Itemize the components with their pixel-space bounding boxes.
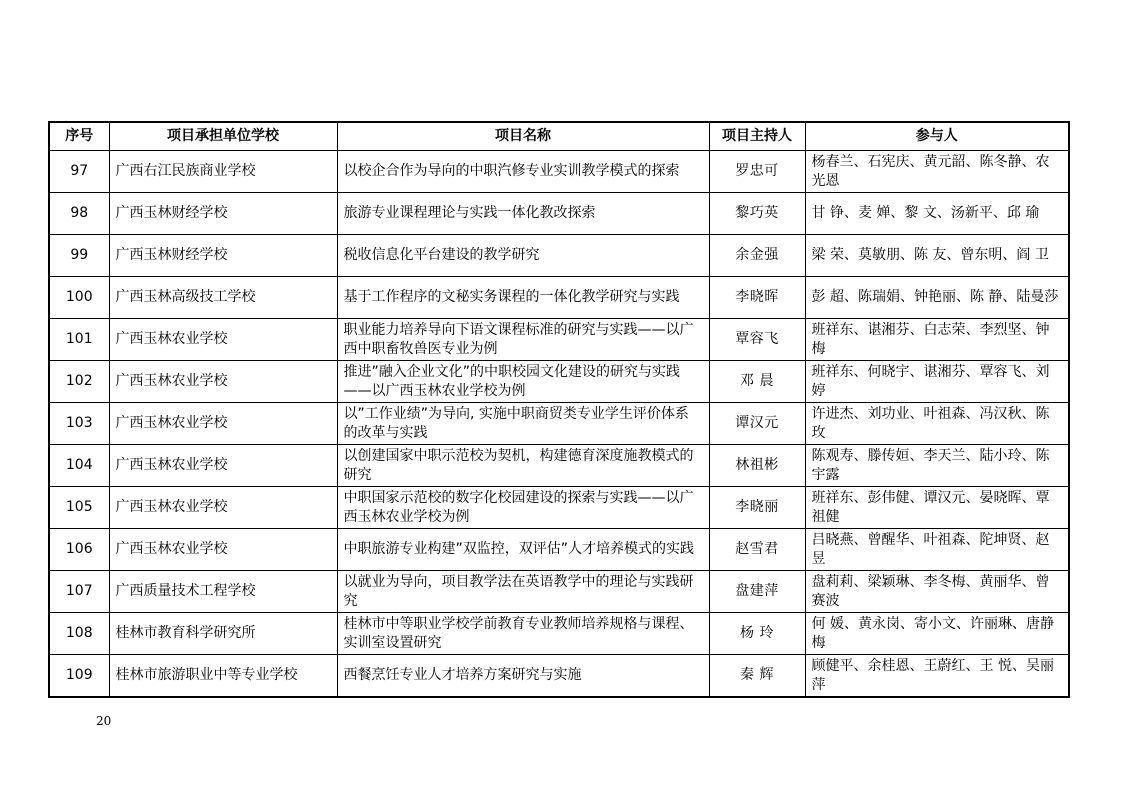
cell-host: 赵雪君 — [709, 529, 805, 571]
cell-unit: 桂林市旅游职业中等专业学校 — [109, 655, 337, 698]
header-unit: 项目承担单位学校 — [109, 122, 337, 151]
cell-unit: 广西玉林财经学校 — [109, 193, 337, 235]
project-table — [48, 121, 1070, 698]
header-participants: 参与人 — [805, 122, 1069, 151]
cell-participants: 班祥东、谌湘芬、白志荣、李烈坚、钟 梅 — [805, 319, 1069, 361]
cell-participants: 陈观寿、滕传姮、李天兰、陆小玲、陈宇露 — [805, 445, 1069, 487]
cell-unit: 广西右江民族商业学校 — [109, 151, 337, 193]
cell-project-name: 旅游专业课程理论与实践一体化教改探索 — [337, 193, 709, 235]
cell-unit: 广西质量技术工程学校 — [109, 571, 337, 613]
cell-participants: 甘 铮、麦 婵、黎 文、汤新平、邱 瑜 — [805, 193, 1069, 235]
cell-participants: 顾健平、余桂恩、王蔚红、王 悦、吴丽萍 — [805, 655, 1069, 698]
cell-host: 邓 晨 — [709, 361, 805, 403]
table-row — [49, 571, 1069, 613]
cell-project-name: 以就业为导向，项目教学法在英语教学中的理论与实践研究 — [337, 571, 709, 613]
cell-unit: 桂林市教育科学研究所 — [109, 613, 337, 655]
table-row — [49, 361, 1069, 403]
cell-unit: 广西玉林农业学校 — [109, 445, 337, 487]
cell-host: 盘建萍 — [709, 571, 805, 613]
cell-no: 102 — [49, 361, 109, 403]
cell-host: 覃容飞 — [709, 319, 805, 361]
table-row — [49, 403, 1069, 445]
cell-host: 秦 辉 — [709, 655, 805, 698]
cell-no: 105 — [49, 487, 109, 529]
cell-no: 107 — [49, 571, 109, 613]
cell-project-name: 中职旅游专业构建”双监控，双评估”人才培养模式的实践 — [337, 529, 709, 571]
cell-no: 103 — [49, 403, 109, 445]
cell-no: 106 — [49, 529, 109, 571]
table-row — [49, 529, 1069, 571]
cell-host: 李晓晖 — [709, 277, 805, 319]
cell-participants: 杨春兰、石宪庆、黄元韶、陈冬静、农光恩 — [805, 151, 1069, 193]
cell-project-name: 西餐烹饪专业人才培养方案研究与实施 — [337, 655, 709, 698]
cell-no: 109 — [49, 655, 109, 698]
cell-unit: 广西玉林农业学校 — [109, 529, 337, 571]
cell-unit: 广西玉林财经学校 — [109, 235, 337, 277]
header-host: 项目主持人 — [709, 122, 805, 151]
cell-host: 黎巧英 — [709, 193, 805, 235]
cell-participants: 盘莉莉、梁颖琳、李冬梅、黄丽华、曾赛波 — [805, 571, 1069, 613]
table-row — [49, 445, 1069, 487]
table-row — [49, 277, 1069, 319]
cell-no: 108 — [49, 613, 109, 655]
page-number: 20 — [96, 714, 112, 728]
header-project-name: 项目名称 — [337, 122, 709, 151]
table-row — [49, 319, 1069, 361]
cell-no: 100 — [49, 277, 109, 319]
cell-project-name: 职业能力培养导向下语文课程标准的研究与实践——以广西中职畜牧兽医专业为例 — [337, 319, 709, 361]
cell-unit: 广西玉林农业学校 — [109, 319, 337, 361]
cell-project-name: 基于工作程序的文秘实务课程的一体化教学研究与实践 — [337, 277, 709, 319]
table-row — [49, 487, 1069, 529]
cell-no: 97 — [49, 151, 109, 193]
table-row — [49, 235, 1069, 277]
cell-unit: 广西玉林农业学校 — [109, 487, 337, 529]
cell-no: 101 — [49, 319, 109, 361]
cell-project-name: 中职国家示范校的数字化校园建设的探索与实践——以广西玉林农业学校为例 — [337, 487, 709, 529]
cell-project-name: 以”工作业绩”为导向, 实施中职商贸类专业学生评价体系的改革与实践 — [337, 403, 709, 445]
cell-participants: 吕晓燕、曾醒华、叶祖森、陀坤贤、赵 昱 — [805, 529, 1069, 571]
cell-participants: 班祥东、何晓宇、谌湘芬、覃容飞、刘 婷 — [805, 361, 1069, 403]
cell-participants: 许进杰、刘功业、叶祖森、冯汉秋、陈 玫 — [805, 403, 1069, 445]
cell-project-name: 以创建国家中职示范校为契机，构建德育深度施教模式的研究 — [337, 445, 709, 487]
cell-no: 98 — [49, 193, 109, 235]
cell-project-name: 推进”融入企业文化”的中职校园文化建设的研究与实践——以广西玉林农业学校为例 — [337, 361, 709, 403]
cell-participants: 何 媛、黄永岗、寄小文、许丽琳、唐静梅 — [805, 613, 1069, 655]
cell-project-name: 以校企合作为导向的中职汽修专业实训教学模式的探索 — [337, 151, 709, 193]
table-row — [49, 655, 1069, 698]
cell-participants: 班祥东、彭伟健、谭汉元、晏晓晖、覃祖健 — [805, 487, 1069, 529]
cell-host: 余金强 — [709, 235, 805, 277]
cell-host: 罗忠可 — [709, 151, 805, 193]
cell-unit: 广西玉林高级技工学校 — [109, 277, 337, 319]
cell-no: 104 — [49, 445, 109, 487]
table-row — [49, 613, 1069, 655]
cell-unit: 广西玉林农业学校 — [109, 403, 337, 445]
cell-host: 谭汉元 — [709, 403, 805, 445]
header-no: 序号 — [49, 122, 109, 151]
cell-project-name: 税收信息化平台建设的教学研究 — [337, 235, 709, 277]
cell-project-name: 桂林市中等职业学校学前教育专业教师培养规格与课程、实训室设置研究 — [337, 613, 709, 655]
cell-host: 李晓丽 — [709, 487, 805, 529]
cell-no: 99 — [49, 235, 109, 277]
cell-host: 林祖彬 — [709, 445, 805, 487]
cell-participants: 彭 超、陈瑞娟、钟艳丽、陈 静、陆曼莎 — [805, 277, 1069, 319]
cell-host: 杨 玲 — [709, 613, 805, 655]
table-header-row — [49, 122, 1069, 151]
table-row — [49, 193, 1069, 235]
cell-unit: 广西玉林农业学校 — [109, 361, 337, 403]
cell-participants: 梁 荣、莫敏朋、陈 友、曾东明、阎 卫 — [805, 235, 1069, 277]
table-row — [49, 151, 1069, 193]
